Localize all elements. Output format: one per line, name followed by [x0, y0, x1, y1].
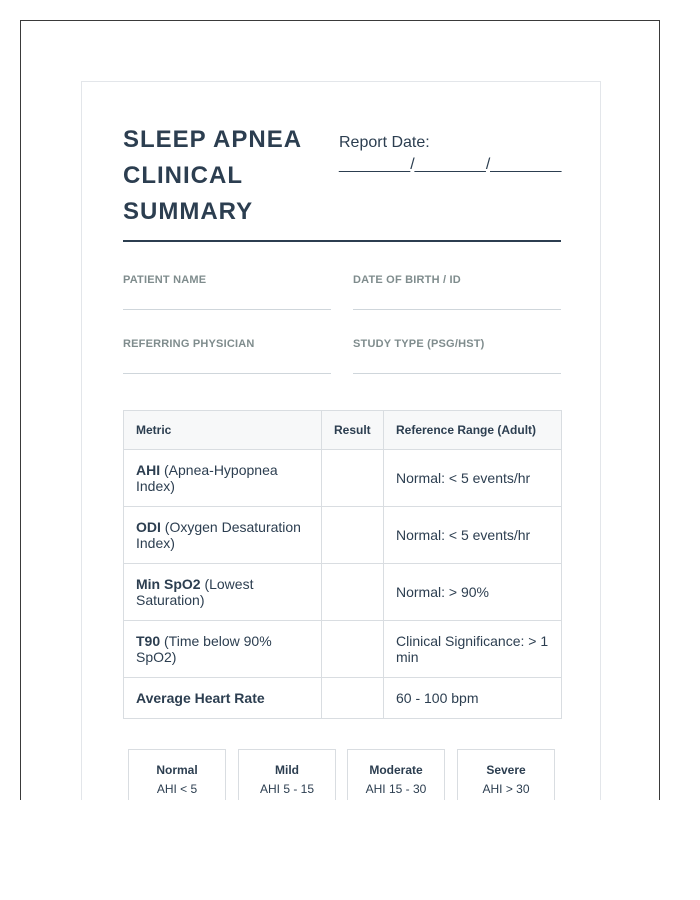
result-cell[interactable]	[322, 678, 384, 719]
report-title: SLEEP APNEA CLINICAL SUMMARY	[123, 126, 302, 225]
reference-cell: Clinical Significance: > 1 min	[384, 621, 562, 678]
dob-id-line	[353, 309, 561, 310]
referring-physician-label: REFERRING PHYSICIAN	[123, 338, 255, 350]
reference-cell: 60 - 100 bpm	[384, 678, 562, 719]
severity-range: AHI 5 - 15	[259, 782, 315, 796]
reference-cell: Normal: < 5 events/hr	[384, 507, 562, 564]
metric-column-header: Metric	[124, 411, 322, 450]
report-date	[339, 133, 561, 175]
severity-title: Mild	[275, 763, 299, 777]
dob-id-field[interactable]	[353, 274, 561, 286]
result-cell[interactable]	[322, 621, 384, 678]
metric-name: Average Heart Rate	[136, 690, 265, 706]
table-row	[124, 507, 562, 564]
severity-card-moderate	[347, 749, 445, 800]
patient-name-line	[123, 309, 331, 310]
table-row	[124, 564, 562, 621]
severity-card-normal	[128, 749, 226, 800]
dob-id-label: DATE OF BIRTH / ID	[353, 274, 461, 286]
report-content	[123, 82, 562, 796]
result-cell[interactable]	[322, 450, 384, 507]
metric-description: (Lowest Saturation)	[136, 576, 254, 608]
metric-description: (Apnea-Hypopnea Index)	[136, 462, 278, 494]
patient-name-label: PATIENT NAME	[123, 274, 207, 286]
metric-cell	[124, 450, 322, 507]
patient-name-field[interactable]	[123, 274, 331, 286]
report-date-label: Report Date:	[339, 134, 430, 151]
reference-cell: Normal: < 5 events/hr	[384, 450, 562, 507]
study-type-label: STUDY TYPE (PSG/HST)	[353, 338, 485, 350]
metric-name: AHI	[136, 462, 161, 478]
metric-cell	[124, 507, 322, 564]
metric-cell	[124, 621, 322, 678]
metric-name: Min SpO2	[136, 576, 201, 592]
severity-card-mild	[238, 749, 336, 800]
report-header	[123, 82, 561, 242]
severity-scale	[128, 749, 558, 800]
table-header-row	[124, 411, 562, 450]
severity-card-severe	[457, 749, 555, 800]
metric-cell	[124, 678, 322, 719]
table-row	[124, 621, 562, 678]
report-sheet	[81, 81, 601, 800]
reference-cell: Normal: > 90%	[384, 564, 562, 621]
metric-description: (Oxygen Desaturation Index)	[136, 519, 301, 551]
referring-physician-line	[123, 373, 331, 374]
viewport-frame	[20, 20, 660, 800]
reference-column-header: Reference Range (Adult)	[384, 411, 562, 450]
referring-physician-field[interactable]	[123, 338, 331, 350]
metrics-table	[123, 410, 562, 719]
study-type-line	[353, 373, 561, 374]
severity-title: Severe	[486, 763, 526, 777]
metric-name: ODI	[136, 519, 161, 535]
metric-name: T90	[136, 633, 161, 649]
report-date-blank[interactable]: ________/________/________	[339, 156, 562, 173]
table-row	[124, 450, 562, 507]
table-row	[124, 678, 562, 719]
severity-range: AHI > 30	[482, 782, 530, 796]
metric-cell	[124, 564, 322, 621]
metric-description: (Time below 90% SpO2)	[136, 633, 272, 665]
severity-title: Normal	[156, 763, 198, 777]
severity-range: AHI 15 - 30	[365, 782, 427, 796]
severity-range: AHI < 5	[156, 782, 198, 796]
severity-title: Moderate	[369, 763, 423, 777]
header-divider	[123, 240, 561, 242]
study-type-field[interactable]	[353, 338, 561, 350]
result-column-header: Result	[322, 411, 384, 450]
result-cell[interactable]	[322, 564, 384, 621]
result-cell[interactable]	[322, 507, 384, 564]
